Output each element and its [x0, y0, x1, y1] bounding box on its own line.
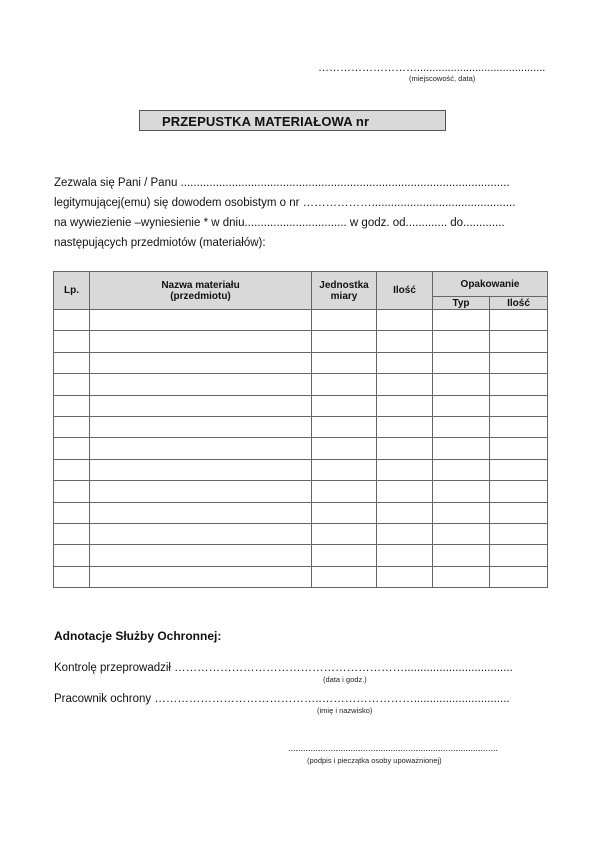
table-cell[interactable] — [490, 352, 548, 373]
table-cell[interactable] — [90, 502, 312, 523]
table-cell[interactable] — [312, 459, 377, 480]
table-cell[interactable] — [377, 459, 433, 480]
table-row — [54, 481, 548, 502]
table-cell[interactable] — [90, 352, 312, 373]
removal-date-line[interactable]: na wywiezienie –wyniesienie * w dniu................................ w godz. od............. do............. — [54, 217, 505, 229]
table-cell[interactable] — [54, 374, 90, 395]
table-cell[interactable] — [54, 438, 90, 459]
col-header-name-line2: (przedmiotu) — [170, 290, 231, 302]
table-cell[interactable] — [90, 459, 312, 480]
table-row — [54, 331, 548, 352]
col-header-pack-qty: Ilość — [490, 297, 548, 310]
table-row — [54, 416, 548, 437]
place-date-caption: (miejscowość, data) — [409, 74, 476, 83]
col-header-packaging: Opakowanie — [433, 272, 548, 297]
table-cell[interactable] — [433, 459, 490, 480]
table-cell[interactable] — [433, 523, 490, 544]
table-row — [54, 523, 548, 544]
table-cell[interactable] — [377, 481, 433, 502]
table-cell[interactable] — [54, 395, 90, 416]
table-cell[interactable] — [433, 331, 490, 352]
table-cell[interactable] — [90, 395, 312, 416]
table-cell[interactable] — [312, 310, 377, 331]
table-cell[interactable] — [54, 545, 90, 566]
table-cell[interactable] — [312, 395, 377, 416]
table-row — [54, 438, 548, 459]
table-row — [54, 374, 548, 395]
table-cell[interactable] — [433, 566, 490, 587]
col-header-name — [90, 272, 312, 310]
table-cell[interactable] — [377, 523, 433, 544]
col-header-lp: Lp. — [54, 272, 90, 310]
document-title: PRZEPUSTKA MATERIAŁOWA nr — [162, 114, 370, 129]
col-header-pack-type: Typ — [433, 297, 490, 310]
table-cell[interactable] — [490, 438, 548, 459]
table-cell[interactable] — [377, 331, 433, 352]
table-cell[interactable] — [54, 523, 90, 544]
col-header-qty: Ilość — [377, 272, 433, 310]
table-cell[interactable] — [312, 331, 377, 352]
table-cell[interactable] — [377, 416, 433, 437]
table-cell[interactable] — [377, 310, 433, 331]
table-cell[interactable] — [312, 566, 377, 587]
table-cell[interactable] — [90, 438, 312, 459]
table-cell[interactable] — [312, 481, 377, 502]
table-cell[interactable] — [490, 374, 548, 395]
col-header-unit-line2: miary — [330, 290, 358, 302]
control-caption: (data i godz.) — [323, 675, 367, 684]
table-cell[interactable] — [377, 502, 433, 523]
table-row — [54, 352, 548, 373]
table-cell[interactable] — [54, 331, 90, 352]
table-cell[interactable] — [377, 566, 433, 587]
col-header-unit-line1: Jednostka — [319, 279, 369, 291]
materials-table — [53, 271, 548, 588]
items-intro-line: następujących przedmiotów (materiałów): — [54, 237, 266, 249]
table-cell[interactable] — [490, 502, 548, 523]
table-cell[interactable] — [90, 545, 312, 566]
table-cell[interactable] — [433, 416, 490, 437]
security-heading: Adnotacje Służby Ochronnej: — [54, 629, 222, 643]
table-cell[interactable] — [54, 310, 90, 331]
table-cell[interactable] — [90, 331, 312, 352]
control-line[interactable]: Kontrolę przeprowadził …………………………………………………….................................. — [54, 662, 513, 674]
table-cell[interactable] — [433, 352, 490, 373]
table-cell[interactable] — [377, 545, 433, 566]
table-row — [54, 395, 548, 416]
table-cell[interactable] — [312, 545, 377, 566]
guard-caption: (imię i nazwisko) — [317, 706, 373, 715]
table-cell[interactable] — [433, 545, 490, 566]
table-row — [54, 310, 548, 331]
table-cell[interactable] — [490, 416, 548, 437]
table-cell[interactable] — [490, 310, 548, 331]
table-cell[interactable] — [490, 395, 548, 416]
table-cell[interactable] — [90, 566, 312, 587]
table-cell[interactable] — [377, 352, 433, 373]
table-cell[interactable] — [54, 502, 90, 523]
table-cell[interactable] — [377, 395, 433, 416]
guard-line[interactable]: Pracownik ochrony ……………………………………..…………………….............................. — [54, 693, 510, 705]
materials-table-body — [54, 310, 548, 588]
table-cell[interactable] — [433, 502, 490, 523]
table-cell[interactable] — [433, 374, 490, 395]
table-cell[interactable] — [490, 481, 548, 502]
table-cell[interactable] — [54, 481, 90, 502]
table-cell[interactable] — [312, 523, 377, 544]
signature-caption: (podpis i pieczątka osoby upoważnionej) — [307, 756, 442, 765]
table-cell[interactable] — [312, 352, 377, 373]
signature-field[interactable]: .................................................................................... — [288, 743, 499, 753]
table-cell[interactable] — [490, 545, 548, 566]
table-cell[interactable] — [312, 502, 377, 523]
table-cell[interactable] — [54, 352, 90, 373]
table-cell[interactable] — [90, 374, 312, 395]
table-cell[interactable] — [490, 523, 548, 544]
table-cell[interactable] — [90, 523, 312, 544]
table-cell[interactable] — [433, 438, 490, 459]
table-cell[interactable] — [490, 566, 548, 587]
table-cell[interactable] — [377, 438, 433, 459]
table-cell[interactable] — [312, 416, 377, 437]
table-cell[interactable] — [90, 310, 312, 331]
table-cell[interactable] — [433, 395, 490, 416]
table-cell[interactable] — [54, 459, 90, 480]
table-cell[interactable] — [490, 331, 548, 352]
id-number-line[interactable]: legitymującej(emu) się dowodem osobistym o nr ………………............................................. — [54, 197, 516, 209]
table-cell[interactable] — [54, 416, 90, 437]
table-row — [54, 459, 548, 480]
col-header-name-line1: Nazwa materiału — [161, 279, 240, 291]
table-cell[interactable] — [90, 416, 312, 437]
table-cell[interactable] — [54, 566, 90, 587]
permit-person-line[interactable]: Zezwala się Pani / Panu ....................................................................................................... — [54, 177, 510, 189]
place-date-field[interactable]: ……………………….......................................... — [318, 62, 546, 74]
table-cell[interactable] — [433, 481, 490, 502]
table-cell[interactable] — [90, 481, 312, 502]
table-cell[interactable] — [312, 374, 377, 395]
document-title-box — [139, 110, 446, 131]
table-row — [54, 502, 548, 523]
table-row — [54, 566, 548, 587]
table-cell[interactable] — [377, 374, 433, 395]
col-header-unit — [312, 272, 377, 310]
table-cell[interactable] — [490, 459, 548, 480]
table-cell[interactable] — [312, 438, 377, 459]
table-row — [54, 545, 548, 566]
table-cell[interactable] — [433, 310, 490, 331]
